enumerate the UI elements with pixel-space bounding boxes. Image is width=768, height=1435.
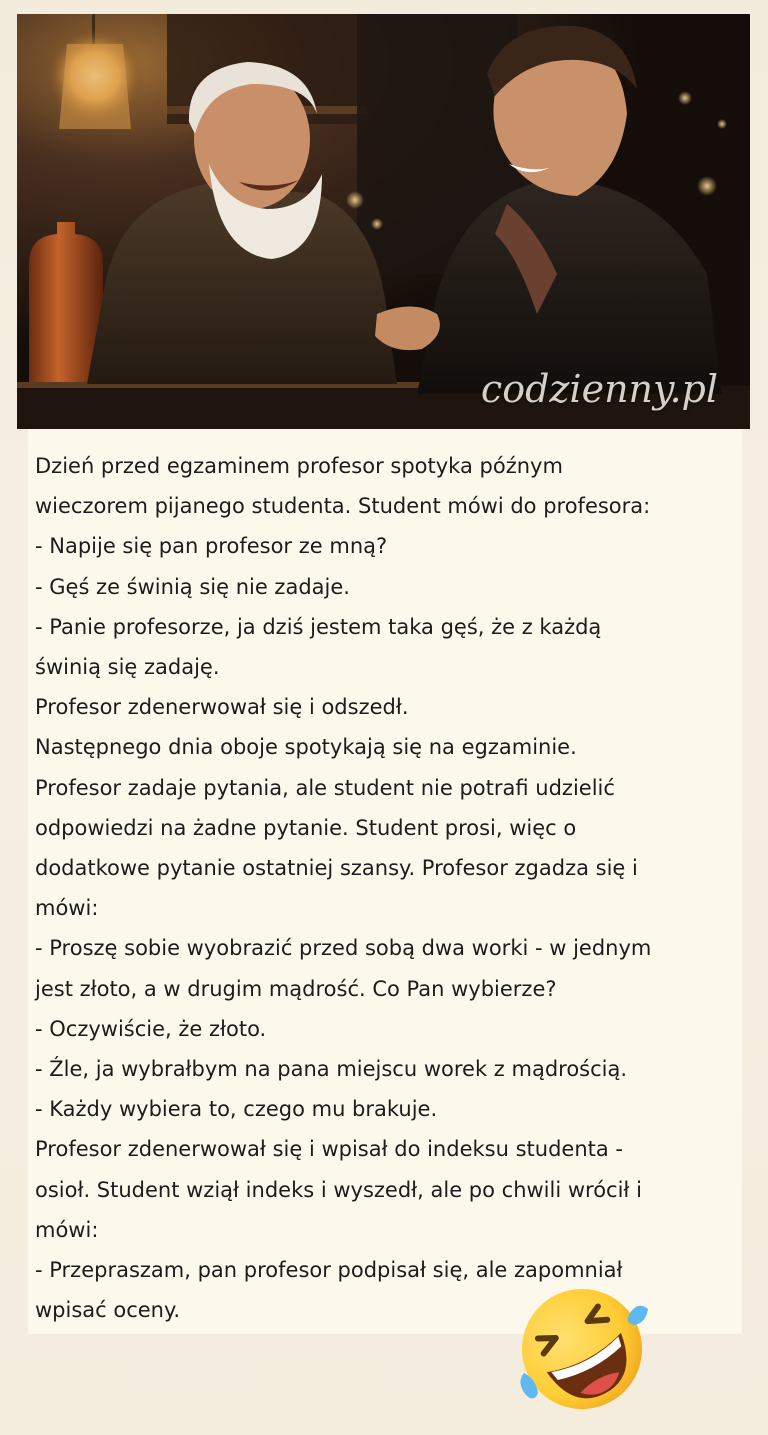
joke-line: dodatkowe pytanie ostatniej szansy. Profesor zgadza się i: [35, 856, 638, 881]
joke-line: wpisać oceny.: [35, 1298, 181, 1323]
joke-line: wieczorem pijanego studenta. Student mówi do profesora:: [35, 494, 651, 519]
watermark: codzienny.pl: [480, 367, 718, 411]
joke-photo: [17, 14, 750, 429]
joke-text: [35, 446, 745, 1330]
joke-line: - Każdy wybiera to, czego mu brakuje.: [35, 1097, 438, 1122]
rolling-on-the-floor-laughing-emoji-icon: [512, 1283, 652, 1418]
joke-line: osioł. Student wziął indeks i wyszedł, ale po chwili wrócił i: [35, 1177, 642, 1202]
joke-line: - Przepraszam, pan profesor podpisał się, ale zapomniał: [35, 1258, 623, 1283]
joke-line: Profesor zadaje pytania, ale student nie potrafi udzielić: [35, 775, 615, 800]
joke-line: Profesor zdenerwował się i odszedł.: [35, 695, 409, 720]
joke-line: - Oczywiście, że złoto.: [35, 1016, 267, 1041]
joke-line: Następnego dnia oboje spotykają się na egzaminie.: [35, 735, 577, 760]
joke-line: - Napije się pan profesor ze mną?: [35, 534, 388, 559]
joke-line: świnią się zadaję.: [35, 655, 220, 680]
joke-line: Dzień przed egzaminem profesor spotyka późnym: [35, 454, 563, 478]
joke-line: - Proszę sobie wyobrazić przed sobą dwa worki - w jednym: [35, 936, 652, 961]
joke-line: jest złoto, a w drugim mądrość. Co Pan wybierze?: [35, 976, 557, 1001]
joke-line: - Gęś ze świnią się nie zadaje.: [35, 574, 350, 599]
joke-line: Profesor zdenerwował się i wpisał do indeksu studenta -: [35, 1137, 623, 1162]
joke-line: mówi:: [35, 896, 99, 921]
joke-line: mówi:: [35, 1217, 99, 1242]
joke-line: - Panie profesorze, ja dziś jestem taka gęś, że z każdą: [35, 614, 602, 639]
joke-line: odpowiedzi na żadne pytanie. Student prosi, więc o: [35, 815, 577, 840]
joke-line: - Źle, ja wybrałbym na pana miejscu worek z mądrością.: [35, 1057, 628, 1082]
